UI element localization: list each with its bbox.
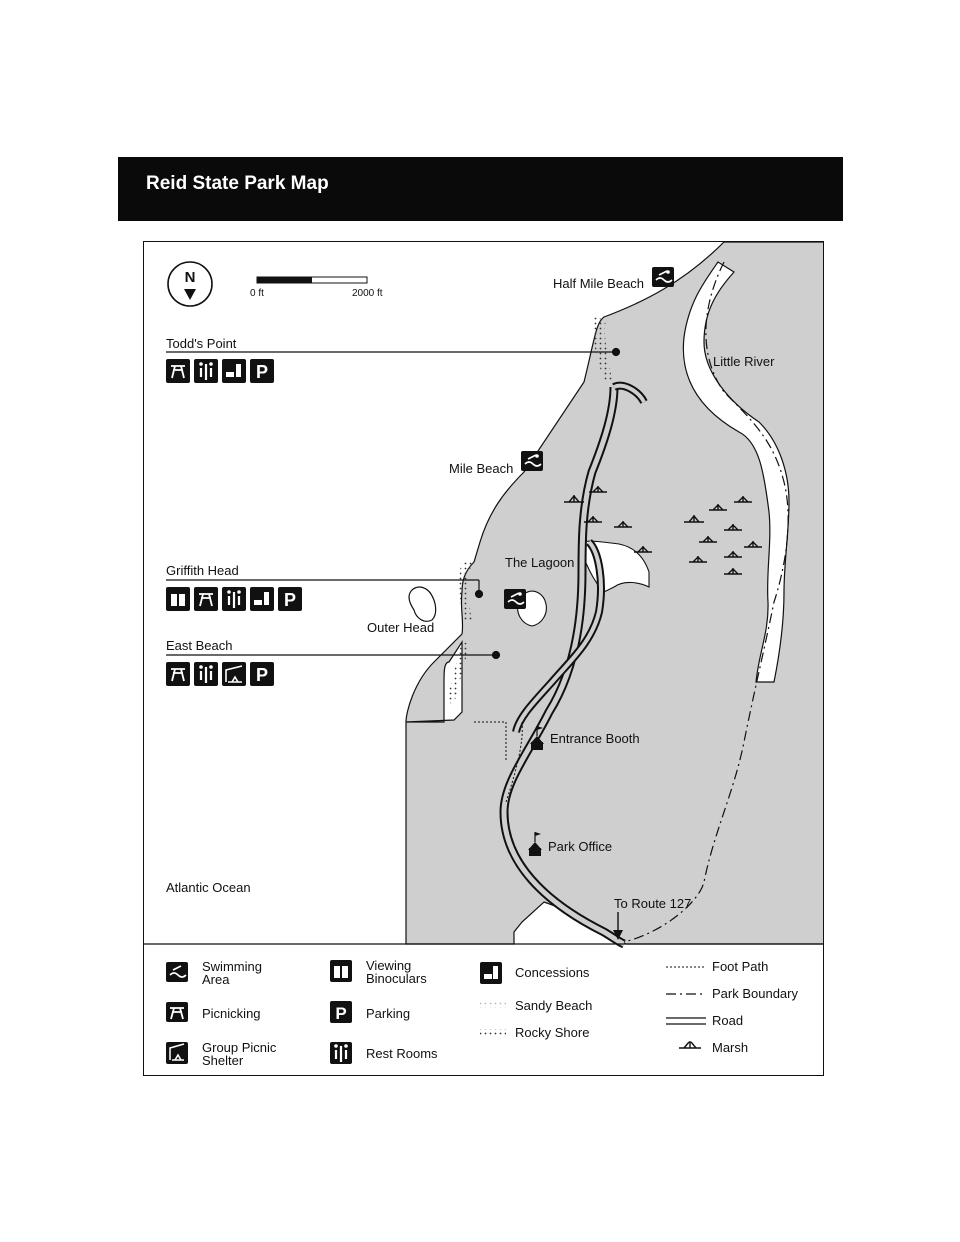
legend-park-boundary (666, 986, 798, 1001)
svg-text:Foot Path: Foot Path (712, 959, 769, 974)
svg-text:Concessions: Concessions (515, 965, 590, 980)
land-area (406, 242, 824, 944)
legend-picnicking (166, 1002, 261, 1022)
svg-text:Road: Road (712, 1013, 744, 1028)
svg-text:P: P (255, 362, 269, 382)
entrance-booth-label: Entrance Booth (550, 731, 640, 746)
north-arrow-icon (168, 262, 212, 306)
svg-text:Swimming: Swimming (202, 959, 262, 974)
map-header (118, 157, 843, 221)
svg-text:P: P (283, 590, 297, 610)
atlantic-ocean-label: Atlantic Ocean (166, 880, 251, 895)
outer-head-island (409, 587, 436, 621)
legend-road (666, 1013, 743, 1028)
park-office-label: Park Office (548, 839, 613, 854)
svg-text:Rocky Shore: Rocky Shore (515, 1025, 590, 1040)
legend-concessions (480, 962, 590, 984)
half-mile-beach-label: Half Mile Beach (553, 276, 645, 291)
picnic-table-icon (166, 662, 190, 686)
compass-letter: N (184, 269, 196, 286)
map-title: Reid State Park Map (146, 173, 329, 194)
legend-sandy-beach (480, 998, 592, 1013)
svg-text:Park Boundary: Park Boundary (712, 986, 798, 1001)
legend-group-shelter (166, 1040, 277, 1068)
legend-rocky-shore (480, 1025, 589, 1040)
little-river-label: Little River (713, 354, 775, 369)
to-route-label: To Route 127 (614, 896, 692, 911)
mile-beach-label: Mile Beach (449, 461, 514, 476)
griffith-head-icons (166, 587, 302, 611)
scale-bar (250, 277, 383, 299)
svg-text:Marsh: Marsh (712, 1040, 749, 1055)
picnic-table-icon (166, 359, 190, 383)
svg-text:Picnicking: Picnicking (202, 1006, 261, 1021)
griffith-head-label: Griffith Head (166, 563, 239, 578)
swimming-area-icon (521, 451, 543, 471)
binoculars-icon (166, 587, 190, 611)
todds-point-icons (166, 359, 274, 383)
svg-text:Shelter: Shelter (202, 1053, 244, 1068)
legend-rest-rooms (330, 1042, 438, 1064)
legend-binoculars (330, 958, 427, 986)
svg-text:Group Picnic: Group Picnic (202, 1040, 277, 1055)
east-beach-icons (166, 662, 274, 686)
swimming-area-icon (652, 267, 674, 287)
map-frame (143, 241, 824, 1076)
svg-text:Sandy Beach: Sandy Beach (515, 998, 593, 1013)
svg-text:Area: Area (202, 972, 230, 987)
scale-start-label: 0 ft (250, 288, 264, 299)
the-lagoon-label: The Lagoon (505, 555, 575, 570)
legend-swimming (166, 959, 262, 987)
concessions-icon (222, 359, 246, 383)
svg-text:Rest Rooms: Rest Rooms (366, 1046, 438, 1061)
legend-parking (330, 1001, 410, 1023)
svg-text:Parking: Parking (366, 1006, 411, 1021)
legend (166, 958, 798, 1068)
svg-text:Binoculars: Binoculars (366, 971, 427, 986)
swimming-area-icon (504, 589, 526, 609)
outer-head-label: Outer Head (367, 620, 435, 635)
svg-text:P: P (255, 665, 269, 685)
scale-end-label: 2000 ft (352, 288, 383, 299)
concessions-icon (250, 587, 274, 611)
todds-point-label: Todd's Point (166, 336, 237, 351)
picnic-table-icon (194, 587, 218, 611)
svg-text:Viewing: Viewing (366, 958, 412, 973)
east-beach-label: East Beach (166, 638, 233, 653)
legend-marsh (679, 1040, 748, 1055)
svg-text:P: P (335, 1004, 347, 1023)
park-map (144, 242, 824, 1076)
legend-foot-path (666, 959, 768, 974)
